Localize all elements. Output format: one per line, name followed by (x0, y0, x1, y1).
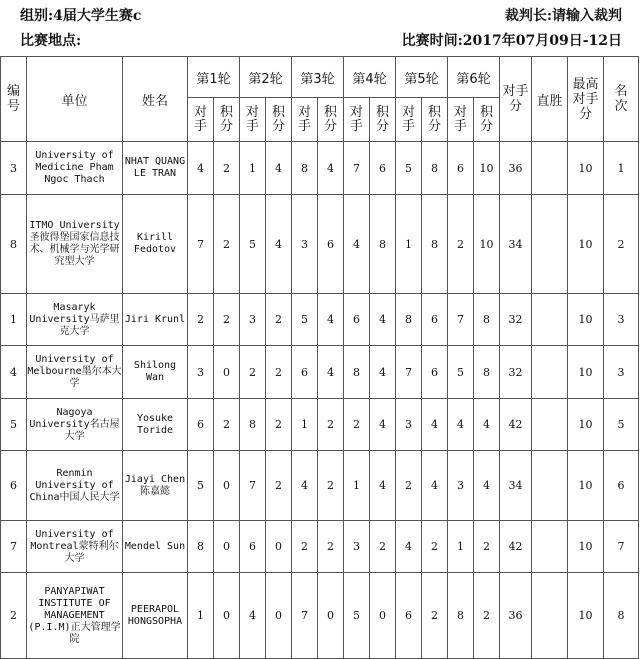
opponent-total: 34 (500, 195, 532, 294)
round-2-score: 0 (266, 521, 292, 573)
player-id: 7 (1, 521, 27, 573)
round-6-score: 10 (474, 142, 500, 195)
round-5-score: 6 (422, 294, 448, 346)
player-id: 3 (1, 142, 27, 195)
round-4-opponent: 5 (344, 573, 370, 659)
round-1-opponent: 7 (188, 195, 214, 294)
group-label: 组别:4届大学生赛c (20, 8, 142, 24)
round-3-score: 2 (318, 399, 344, 451)
standings-table (0, 56, 639, 659)
round-3-score: 4 (318, 142, 344, 195)
round-6-opponent: 7 (448, 294, 474, 346)
col-round-4: 第4轮 (344, 57, 396, 98)
venue-label: 比赛地点: (20, 33, 82, 49)
round-3-opponent: 6 (292, 346, 318, 399)
col-round-1: 第1轮 (188, 57, 240, 98)
round-5-opponent-header: 对手 (396, 98, 422, 142)
col-id: 编号 (1, 57, 27, 142)
round-3-score: 6 (318, 195, 344, 294)
player-unit: PANYAPIWAT INSTITUTE OF MANAGEMENT (P.I.M)正大管理学院 (27, 573, 123, 659)
round-3-score: 2 (318, 521, 344, 573)
direct-win (532, 521, 568, 573)
round-2-opponent: 7 (240, 451, 266, 521)
round-6-opponent: 8 (448, 573, 474, 659)
round-6-score: 8 (474, 294, 500, 346)
round-5-score: 8 (422, 142, 448, 195)
round-1-opponent: 1 (188, 573, 214, 659)
referee-label: 裁判长:请输入裁判 (504, 8, 622, 24)
direct-win (532, 451, 568, 521)
time-label: 比赛时间:2017年07月09日-12日 (401, 33, 622, 49)
round-2-opponent: 5 (240, 195, 266, 294)
round-2-score: 4 (266, 142, 292, 195)
round-3-opponent: 7 (292, 573, 318, 659)
round-5-score-header: 积分 (422, 98, 448, 142)
rank: 1 (604, 142, 639, 195)
round-4-opponent-header: 对手 (344, 98, 370, 142)
max-opponent-score: 10 (568, 195, 604, 294)
opponent-total: 42 (500, 399, 532, 451)
round-2-score: 2 (266, 399, 292, 451)
player-name: Kirill Fedotov (123, 195, 188, 294)
player-unit: Renmin University of China中国人民大学 (27, 451, 123, 521)
col-round-2: 第2轮 (240, 57, 292, 98)
round-2-score: 4 (266, 195, 292, 294)
round-1-score: 2 (214, 399, 240, 451)
round-1-opponent: 6 (188, 399, 214, 451)
round-3-opponent-header: 对手 (292, 98, 318, 142)
round-1-score: 2 (214, 294, 240, 346)
round-1-score: 0 (214, 451, 240, 521)
sheet-header (0, 0, 640, 56)
player-unit: ITMO University 圣彼得堡国家信息技术、机械学与光学研究型大学 (27, 195, 123, 294)
player-unit: University of Montreal蒙特利尔大学 (27, 521, 123, 573)
direct-win (532, 346, 568, 399)
round-6-score: 4 (474, 399, 500, 451)
round-3-score-header: 积分 (318, 98, 344, 142)
round-2-opponent: 3 (240, 294, 266, 346)
round-1-opponent: 4 (188, 142, 214, 195)
table-row (1, 573, 639, 659)
round-3-score: 2 (318, 451, 344, 521)
round-3-opponent: 1 (292, 399, 318, 451)
round-3-opponent: 2 (292, 521, 318, 573)
round-2-opponent: 2 (240, 346, 266, 399)
round-6-opponent: 3 (448, 451, 474, 521)
player-unit: University of Melbourne墨尔本大学 (27, 346, 123, 399)
table-row (1, 294, 639, 346)
round-2-opponent: 4 (240, 573, 266, 659)
round-1-score: 0 (214, 346, 240, 399)
table-row (1, 195, 639, 294)
round-5-score: 4 (422, 399, 448, 451)
player-unit: Masaryk University马萨里克大学 (27, 294, 123, 346)
round-4-score: 4 (370, 399, 396, 451)
round-1-opponent: 2 (188, 294, 214, 346)
round-2-score-header: 积分 (266, 98, 292, 142)
player-id: 5 (1, 399, 27, 451)
direct-win (532, 399, 568, 451)
opponent-total: 36 (500, 142, 532, 195)
opponent-total: 34 (500, 451, 532, 521)
round-1-opponent-header: 对手 (188, 98, 214, 142)
max-opponent-score: 10 (568, 451, 604, 521)
round-2-score: 2 (266, 346, 292, 399)
col-rank: 名次 (604, 57, 639, 142)
max-opponent-score: 10 (568, 573, 604, 659)
round-1-score: 2 (214, 142, 240, 195)
round-6-opponent: 6 (448, 142, 474, 195)
player-name: NHAT QUANG LE TRAN (123, 142, 188, 195)
opponent-total: 32 (500, 294, 532, 346)
round-1-score-header: 积分 (214, 98, 240, 142)
rank: 6 (604, 451, 639, 521)
round-6-score: 10 (474, 195, 500, 294)
col-name: 姓名 (123, 57, 188, 142)
round-1-score: 0 (214, 573, 240, 659)
player-id: 6 (1, 451, 27, 521)
max-opponent-score: 10 (568, 399, 604, 451)
player-unit: Nagoya University名古屋大学 (27, 399, 123, 451)
rank: 7 (604, 521, 639, 573)
rank: 3 (604, 346, 639, 399)
round-2-score: 0 (266, 573, 292, 659)
round-6-score-header: 积分 (474, 98, 500, 142)
player-name: PEERAPOL HONGSOPHA (123, 573, 188, 659)
round-5-score: 4 (422, 451, 448, 521)
round-3-opponent: 3 (292, 195, 318, 294)
round-6-opponent-header: 对手 (448, 98, 474, 142)
round-2-opponent-header: 对手 (240, 98, 266, 142)
round-1-opponent: 8 (188, 521, 214, 573)
round-5-opponent: 6 (396, 573, 422, 659)
col-opp-total: 对手分 (500, 57, 532, 142)
direct-win (532, 294, 568, 346)
player-id: 2 (1, 573, 27, 659)
round-3-opponent: 8 (292, 142, 318, 195)
max-opponent-score: 10 (568, 346, 604, 399)
direct-win (532, 573, 568, 659)
round-5-opponent: 2 (396, 451, 422, 521)
round-4-opponent: 8 (344, 346, 370, 399)
round-6-opponent: 1 (448, 521, 474, 573)
round-5-opponent: 1 (396, 195, 422, 294)
player-name: Jiayi Chen 陈嘉懿 (123, 451, 188, 521)
player-unit: University of Medicine Pham Ngoc Thach (27, 142, 123, 195)
round-5-score: 8 (422, 195, 448, 294)
round-2-opponent: 6 (240, 521, 266, 573)
player-name: Jiri Krunl (123, 294, 188, 346)
player-name: Yosuke Toride (123, 399, 188, 451)
round-2-opponent: 1 (240, 142, 266, 195)
col-direct: 直胜 (532, 57, 568, 142)
round-4-score: 4 (370, 346, 396, 399)
round-5-opponent: 5 (396, 142, 422, 195)
round-1-score: 0 (214, 521, 240, 573)
col-round-5: 第5轮 (396, 57, 448, 98)
col-round-6: 第6轮 (448, 57, 500, 98)
table-row (1, 346, 639, 399)
opponent-total: 42 (500, 521, 532, 573)
round-3-opponent: 4 (292, 451, 318, 521)
round-4-opponent: 7 (344, 142, 370, 195)
player-id: 8 (1, 195, 27, 294)
rank: 3 (604, 294, 639, 346)
direct-win (532, 195, 568, 294)
round-4-score: 2 (370, 521, 396, 573)
round-5-score: 6 (422, 346, 448, 399)
round-5-score: 2 (422, 521, 448, 573)
max-opponent-score: 10 (568, 294, 604, 346)
opponent-total: 36 (500, 573, 532, 659)
round-4-opponent: 3 (344, 521, 370, 573)
round-1-score: 2 (214, 195, 240, 294)
player-id: 1 (1, 294, 27, 346)
rank: 8 (604, 573, 639, 659)
col-round-3: 第3轮 (292, 57, 344, 98)
round-5-score: 2 (422, 573, 448, 659)
round-4-opponent: 2 (344, 399, 370, 451)
round-2-score: 2 (266, 451, 292, 521)
round-5-opponent: 3 (396, 399, 422, 451)
round-4-score: 4 (370, 294, 396, 346)
round-4-score: 8 (370, 195, 396, 294)
round-5-opponent: 8 (396, 294, 422, 346)
round-1-opponent: 5 (188, 451, 214, 521)
round-4-opponent: 6 (344, 294, 370, 346)
col-max-opp: 最高对手分 (568, 57, 604, 142)
round-6-opponent: 5 (448, 346, 474, 399)
round-4-score: 6 (370, 142, 396, 195)
player-name: Mendel Sun (123, 521, 188, 573)
rank: 5 (604, 399, 639, 451)
opponent-total: 32 (500, 346, 532, 399)
round-5-opponent: 4 (396, 521, 422, 573)
table-row (1, 399, 639, 451)
round-3-score: 4 (318, 294, 344, 346)
round-6-score: 2 (474, 573, 500, 659)
round-1-opponent: 3 (188, 346, 214, 399)
round-2-score: 2 (266, 294, 292, 346)
round-4-score-header: 积分 (370, 98, 396, 142)
round-3-opponent: 5 (292, 294, 318, 346)
player-name: Shilong Wan (123, 346, 188, 399)
round-6-opponent: 2 (448, 195, 474, 294)
max-opponent-score: 10 (568, 142, 604, 195)
round-6-opponent: 4 (448, 399, 474, 451)
round-6-score: 8 (474, 346, 500, 399)
round-3-score: 0 (318, 573, 344, 659)
table-row (1, 451, 639, 521)
round-4-score: 0 (370, 573, 396, 659)
round-4-opponent: 4 (344, 195, 370, 294)
table-row (1, 521, 639, 573)
round-6-score: 4 (474, 451, 500, 521)
player-id: 4 (1, 346, 27, 399)
col-unit: 单位 (27, 57, 123, 142)
round-5-opponent: 7 (396, 346, 422, 399)
round-4-score: 4 (370, 451, 396, 521)
table-row (1, 142, 639, 195)
round-3-score: 4 (318, 346, 344, 399)
max-opponent-score: 10 (568, 521, 604, 573)
round-6-score: 2 (474, 521, 500, 573)
round-4-opponent: 1 (344, 451, 370, 521)
direct-win (532, 142, 568, 195)
rank: 2 (604, 195, 639, 294)
round-2-opponent: 8 (240, 399, 266, 451)
